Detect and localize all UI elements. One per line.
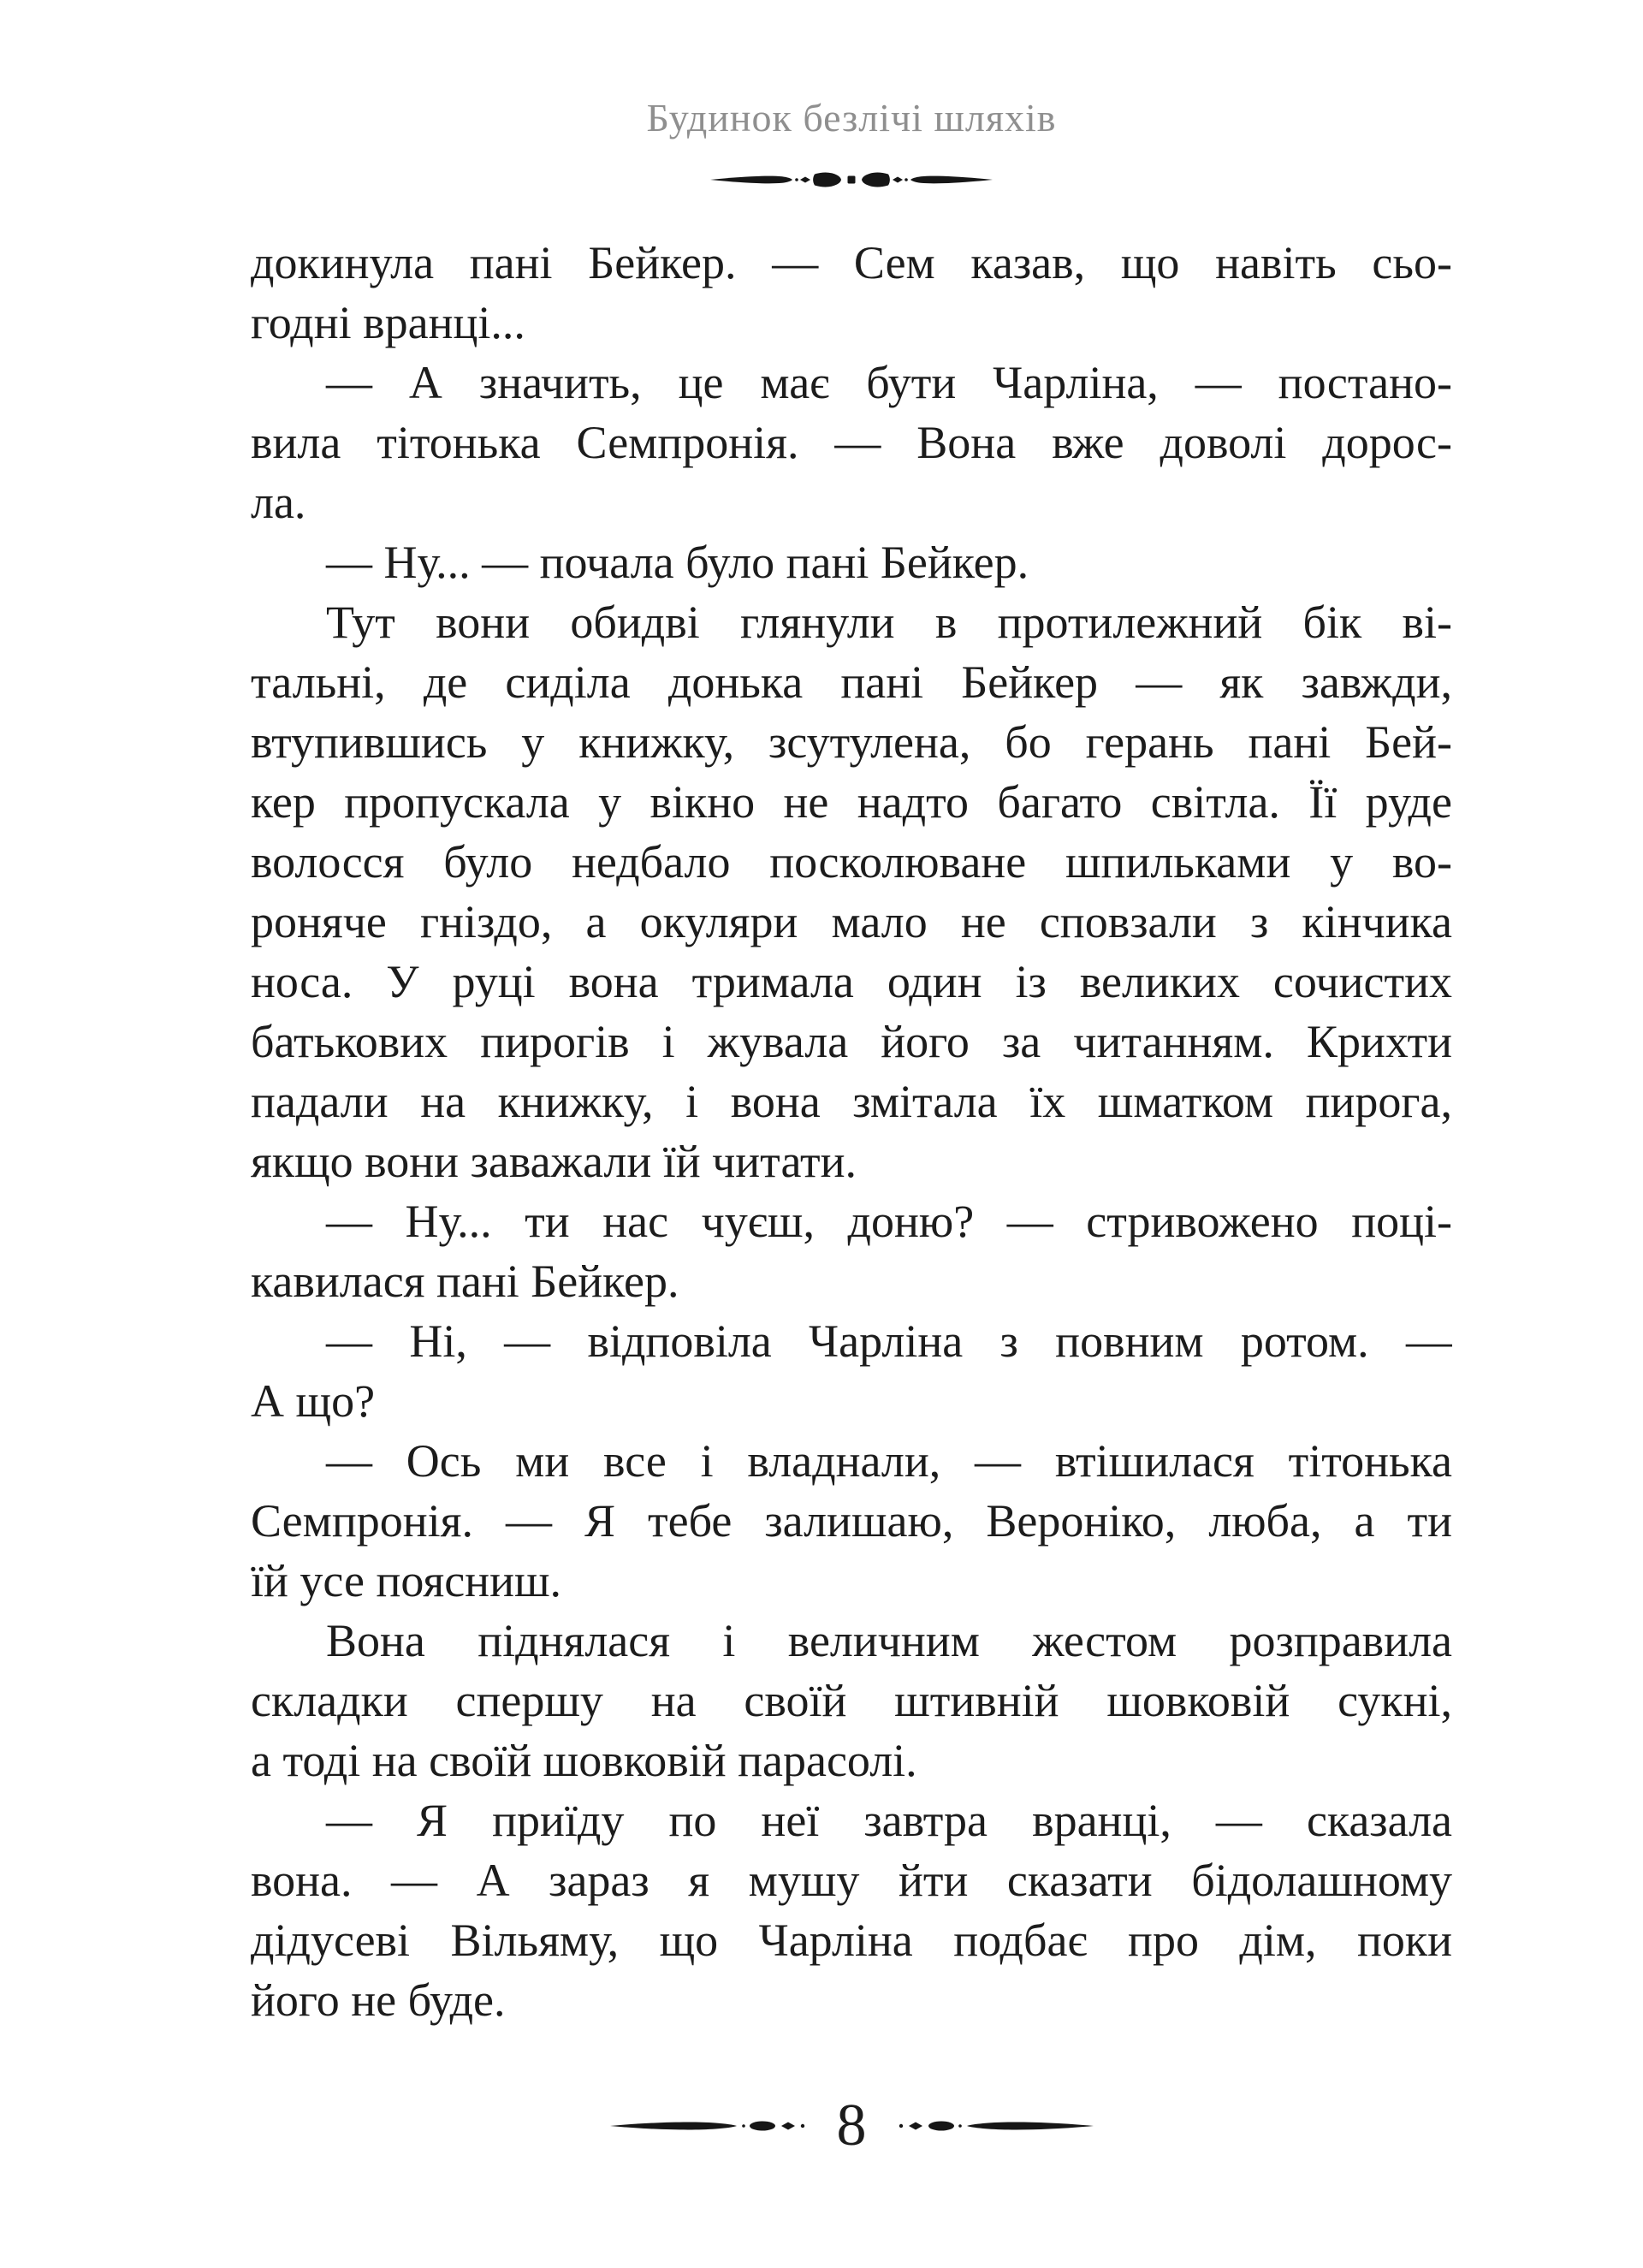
- paragraph: [251, 1431, 1452, 1611]
- paragraph: [251, 1790, 1452, 2030]
- paragraph: [251, 1191, 1452, 1311]
- text-line: волосся було недбало посколюване шпильками у во-: [251, 836, 1452, 888]
- text-line: вона. — А зараз я мушу йти сказати бідолашному: [251, 1855, 1452, 1906]
- text-line: годні вранці...: [251, 297, 525, 348]
- text-line: Вона піднялася і величним жестом розправила: [326, 1615, 1452, 1666]
- text-line: роняче гніздо, а окуляри мало не сповзали з кінчика: [251, 896, 1452, 947]
- text-line: їй усе поясниш.: [251, 1555, 562, 1606]
- paragraph: [251, 1311, 1452, 1431]
- text-line: якщо вони заважали їй читати.: [251, 1136, 857, 1187]
- text-line: носа. У руці вона тримала один із великих сочистих: [251, 956, 1452, 1007]
- body-text: [251, 233, 1452, 2030]
- text-line: батькових пирогів і жувала його за читанням. Крихти: [251, 1016, 1452, 1067]
- text-line: ла.: [251, 477, 306, 528]
- page-footer: [251, 2090, 1452, 2162]
- paragraph: [251, 1611, 1452, 1790]
- text-line: дідусеві Вільяму, що Чарліна подбає про дім, поки: [251, 1915, 1452, 1966]
- page-number: 8: [836, 2093, 867, 2158]
- text-line: — Ну... ти нас чуєш, доню? — стривожено поці-: [326, 1196, 1452, 1247]
- footer-flourish-right-icon: [893, 2116, 1094, 2136]
- text-line: — Ну... — почала було пані Бейкер.: [326, 537, 1029, 588]
- header-divider: [251, 169, 1452, 190]
- text-line: — А значить, це має бути Чарліна, — постано-: [326, 357, 1452, 408]
- text-line: його не буде.: [251, 1974, 506, 2026]
- footer-flourish-left-icon: [610, 2116, 811, 2136]
- text-line: втупившись у книжку, зсутулена, бо герань пані Бей-: [251, 716, 1452, 768]
- text-line: кер пропускала у вікно не надто багато світла. Її руде: [251, 776, 1452, 828]
- text-line: А що?: [251, 1375, 376, 1427]
- running-header: Будинок безлічі шляхів: [646, 96, 1057, 140]
- text-line: тальні, де сиділа донька пані Бейкер — як завжди,: [251, 656, 1452, 708]
- text-line: Тут вони обидві глянули в протилежний бік ві-: [326, 597, 1452, 648]
- text-line: — Ні, — відповіла Чарліна з повним ротом. —: [326, 1315, 1452, 1367]
- text-line: — Я приїду по неї завтра вранці, — сказала: [326, 1795, 1452, 1846]
- text-line: докинула пані Бейкер. — Сем казав, що навіть сьо-: [251, 237, 1452, 288]
- text-line: Семпронія. — Я тебе залишаю, Вероніко, люба, а ти: [251, 1495, 1452, 1547]
- text-line: вила тітонька Семпронія. — Вона вже доволі дорос-: [251, 417, 1452, 468]
- paragraph: [251, 233, 1452, 353]
- paragraph: [251, 353, 1452, 532]
- text-line: падали на книжку, і вона змітала їх шматком пирога,: [251, 1076, 1452, 1127]
- text-line: складки спершу на своїй штивній шовковій сукні,: [251, 1675, 1452, 1726]
- text-line: а тоді на своїй шовковій парасолі.: [251, 1735, 917, 1786]
- paragraph: [251, 592, 1452, 1191]
- text-line: кавилася пані Бейкер.: [251, 1256, 679, 1307]
- text-line: — Ось ми все і владнали, — втішилася тітонька: [326, 1435, 1452, 1487]
- divider-ornament-icon: [710, 169, 993, 184]
- paragraph: [251, 532, 1452, 592]
